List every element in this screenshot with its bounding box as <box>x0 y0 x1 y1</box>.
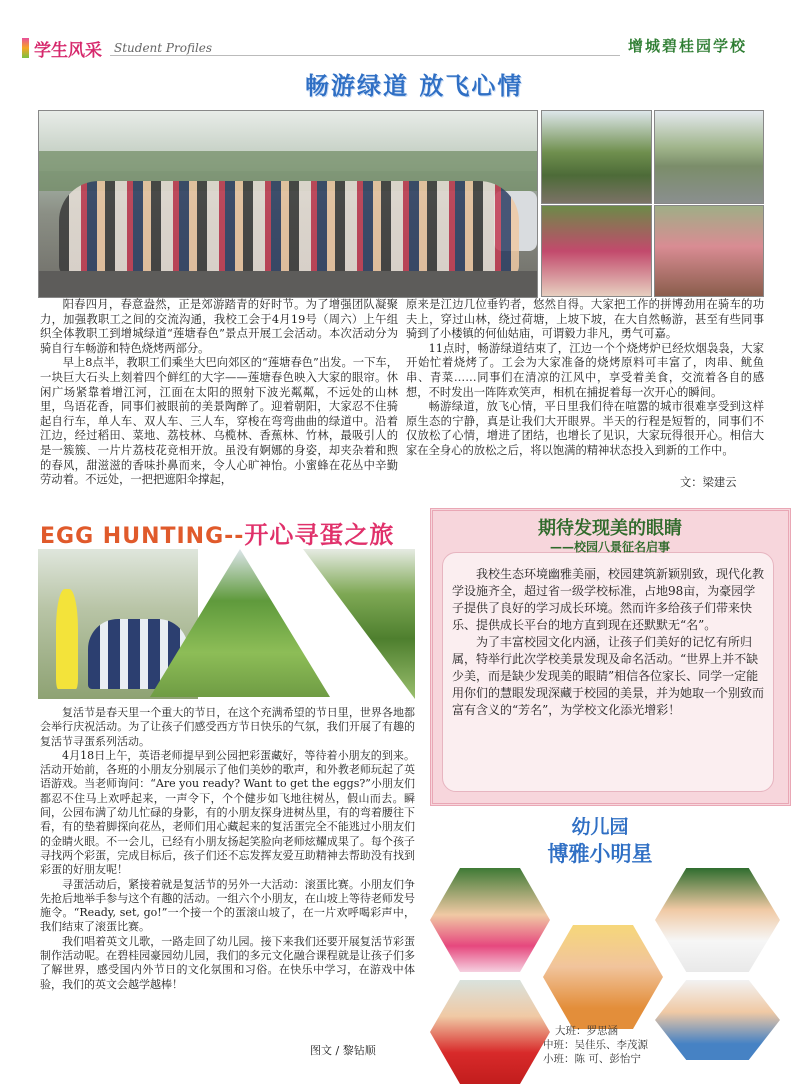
article2-title-en: EGG HUNTING-- <box>40 524 245 549</box>
notice-body <box>452 566 764 719</box>
paragraph: 我校生态环境幽雅美丽，校园建筑新颖别致，现代化教学设施齐全，超过省一级学校标准，占地98亩，为豪园学子提供了良好的学习成长环境。然而许多给孩子们带来快乐、提供成长平台的地方直到现在还默默无“名”。 <box>452 567 765 632</box>
paragraph: 我们唱着英文儿歌，一路走回了幼儿园。接下来我们还要开展复活节彩蛋制作活动呢。在碧桂园豪园幼儿园，我们的多元文化融合课程就是让孩子们多了解世界，感受国内外节日的文化氛围和习俗。在快乐中学习，在游戏中体验，我们的英文会越学越棒！ <box>40 934 415 991</box>
section-label: 学生风采 <box>34 41 102 61</box>
caption-middle-class: 中班：吴佳乐、李茂源 <box>543 1039 648 1051</box>
photo-cycling <box>654 110 764 204</box>
article1-author: 文：梁建云 <box>680 476 737 489</box>
article2-title-zh: 开心寻蛋之旅 <box>244 521 395 549</box>
photo-barbecue-2 <box>654 205 764 297</box>
notice-title: 期待发现美的眼睛 <box>538 518 682 539</box>
child-photo-1 <box>430 868 550 972</box>
group-photo <box>38 110 538 298</box>
section-label-en: Student Profiles <box>114 41 213 55</box>
article2-author: 图文 / 黎钻顺 <box>310 1044 376 1057</box>
paragraph: 阳春四月，春意盎然，正是郊游踏青的好时节。为了增强团队凝聚力，加强教职工之间的交流沟通，我校工会于4月19号（周六）上午组织全体教职工到增城绿道“莲塘春色”景点开展工会活动。本次活动分为骑自行车畅游和特色烧烤两部分。 <box>40 298 398 355</box>
paragraph: 早上8点半，教职工们乘坐大巴向郊区的“莲塘春色”出发。一下车，一块巨大石头上刻着四个鲜红的大字——莲塘春色映入大家的眼帘。休闲广场紧靠着增江河，江面在太阳的照射下波光粼粼，不远处的山林里，鸟语花香，同事们被眼前的美景陶醉了。迎着朝阳，大家忍不住骑起自行车，单人车、双人车、三人车，穿梭在弯弯曲曲的绿道中。沿着江边，经过稻田、菜地、荔枝林、乌榄林、香蕉林、竹林，最吸引人的是一簇簇、一片片荔枝花竞相开放。虽没有婀娜的身姿，却夹杂着和煦的春风，甜滋滋的香味扑鼻而来，令人心旷神怡。小蜜蜂在花丛中辛勤劳动着。不远处，一把把遮阳伞撑起， <box>40 356 398 487</box>
child-photo-5 <box>655 980 780 1060</box>
child-photo-3 <box>543 925 663 1029</box>
child-photo-2 <box>655 868 780 972</box>
paragraph: 11点时，畅游绿道结束了，江边一个个烧烤炉已经炊烟袅袅，大家开始忙着烧烤了。工会为大家准备的烧烤原料可丰富了，肉串、鱿鱼串、青菜……同事们在清凉的江风中，享受着美食，交流着各自的感想，不时发出一阵阵欢笑声，相机在捕捉着每一次开心的瞬间。 <box>406 341 764 399</box>
article2-title <box>40 515 394 550</box>
paragraph: 寻蛋活动后，紧接着就是复活节的另外一大活动：滚蛋比赛。小朋友们争先抢后地举手参与这个有趣的活动。一组六个小朋友，在山坡上等待老师发号施令。“Ready, set, go!”一个接一个的蛋滚山坡了，在一片欢呼喝彩声中，我们结束了滚蛋比赛。 <box>40 877 415 934</box>
photo-barbecue-1 <box>541 205 652 297</box>
article1-col2 <box>406 298 764 459</box>
notice-subtitle: ——校园八景征名启事 <box>549 540 670 554</box>
photo-picnic <box>541 110 652 204</box>
caption-junior-class: 小班：陈 可、彭怡宁 <box>543 1053 641 1065</box>
kindergarten-subtitle: 博雅小明星 <box>547 842 653 866</box>
child-photo-4 <box>430 980 550 1084</box>
header-divider <box>110 55 620 56</box>
paragraph: 原来是江边几位垂钓者，悠然自得。大家把工作的拼博劲用在骑车的功夫上，穿过山林，绕过荷塘，上坡下坡，在大自然畅游，甚至有些同事骑到了小楼镇的何仙姑庙，可谓毅力非凡，勇气可嘉。 <box>406 298 764 341</box>
paragraph: 复活节是春天里一个重大的节日，在这个充满希望的节日里，世界各地都会举行庆祝活动。为了让孩子们感受西方节日快乐的气氛，我们开展了有趣的复活节寻蛋系列活动。 <box>40 706 415 748</box>
article2-body <box>40 706 415 992</box>
kindergarten-title: 幼儿园 <box>571 816 629 838</box>
caption-senior-class: 大班：罗思涵 <box>555 1025 618 1037</box>
article1-col1 <box>40 298 398 488</box>
article1-title: 畅游绿道 放飞心情 <box>305 72 524 100</box>
school-name: 增城碧桂园学校 <box>628 37 748 55</box>
paragraph: 畅游绿道，放飞心情，平日里我们待在喧嚣的城市很难享受到这样原生态的宁静，真是让我们大开眼界。半天的行程是短暂的，同事们不仅放松了心情，增进了团结，也增长了见识，大家玩得很开心。相信大家在全身心的放松之后，将以饱满的精神状态投入到新的工作中。 <box>406 400 764 457</box>
paragraph: 4月18日上午，英语老师提早到公园把彩蛋藏好，等待着小朋友的到来。活动开始前，各班的小朋友分别展示了他们美妙的歌声，和外教老师玩起了英语游戏。当老师询问：“Are you ready? Want to get the eggs?”小朋友们都忍不住马上欢呼起来，一声令下，个个健步如飞地往树丛，假山而去。瞬间，公园布满了幼儿忙碌的身影，有的小朋友探身进树丛里，有的弯着腰往下看，有的垫着脚探向花丛，老师们用心藏起来的复活蛋完全不能逃过小朋友们的金睛火眼。不一会儿，已经有小朋友扬起笑脸向老师炫耀成果了。每个孩子寻找两个彩蛋，完成目标后，孩子们还不忘发挥友爱互助精神去帮助没有找到彩蛋的好朋友呢！ <box>40 748 415 877</box>
header-color-bar <box>22 38 29 58</box>
paragraph: 为了丰富校园文化内涵，让孩子们美好的记忆有所归属，特举行此次学校美景发现及命名活动。“世界上并不缺少美，而是缺少发现美的眼睛”相信各位家长、同学一定能用你们的慧眼发现深藏于校园的美景，并为她取一个别致而富有含义的“芳名”，为学校文化添光增彩！ <box>452 635 765 717</box>
